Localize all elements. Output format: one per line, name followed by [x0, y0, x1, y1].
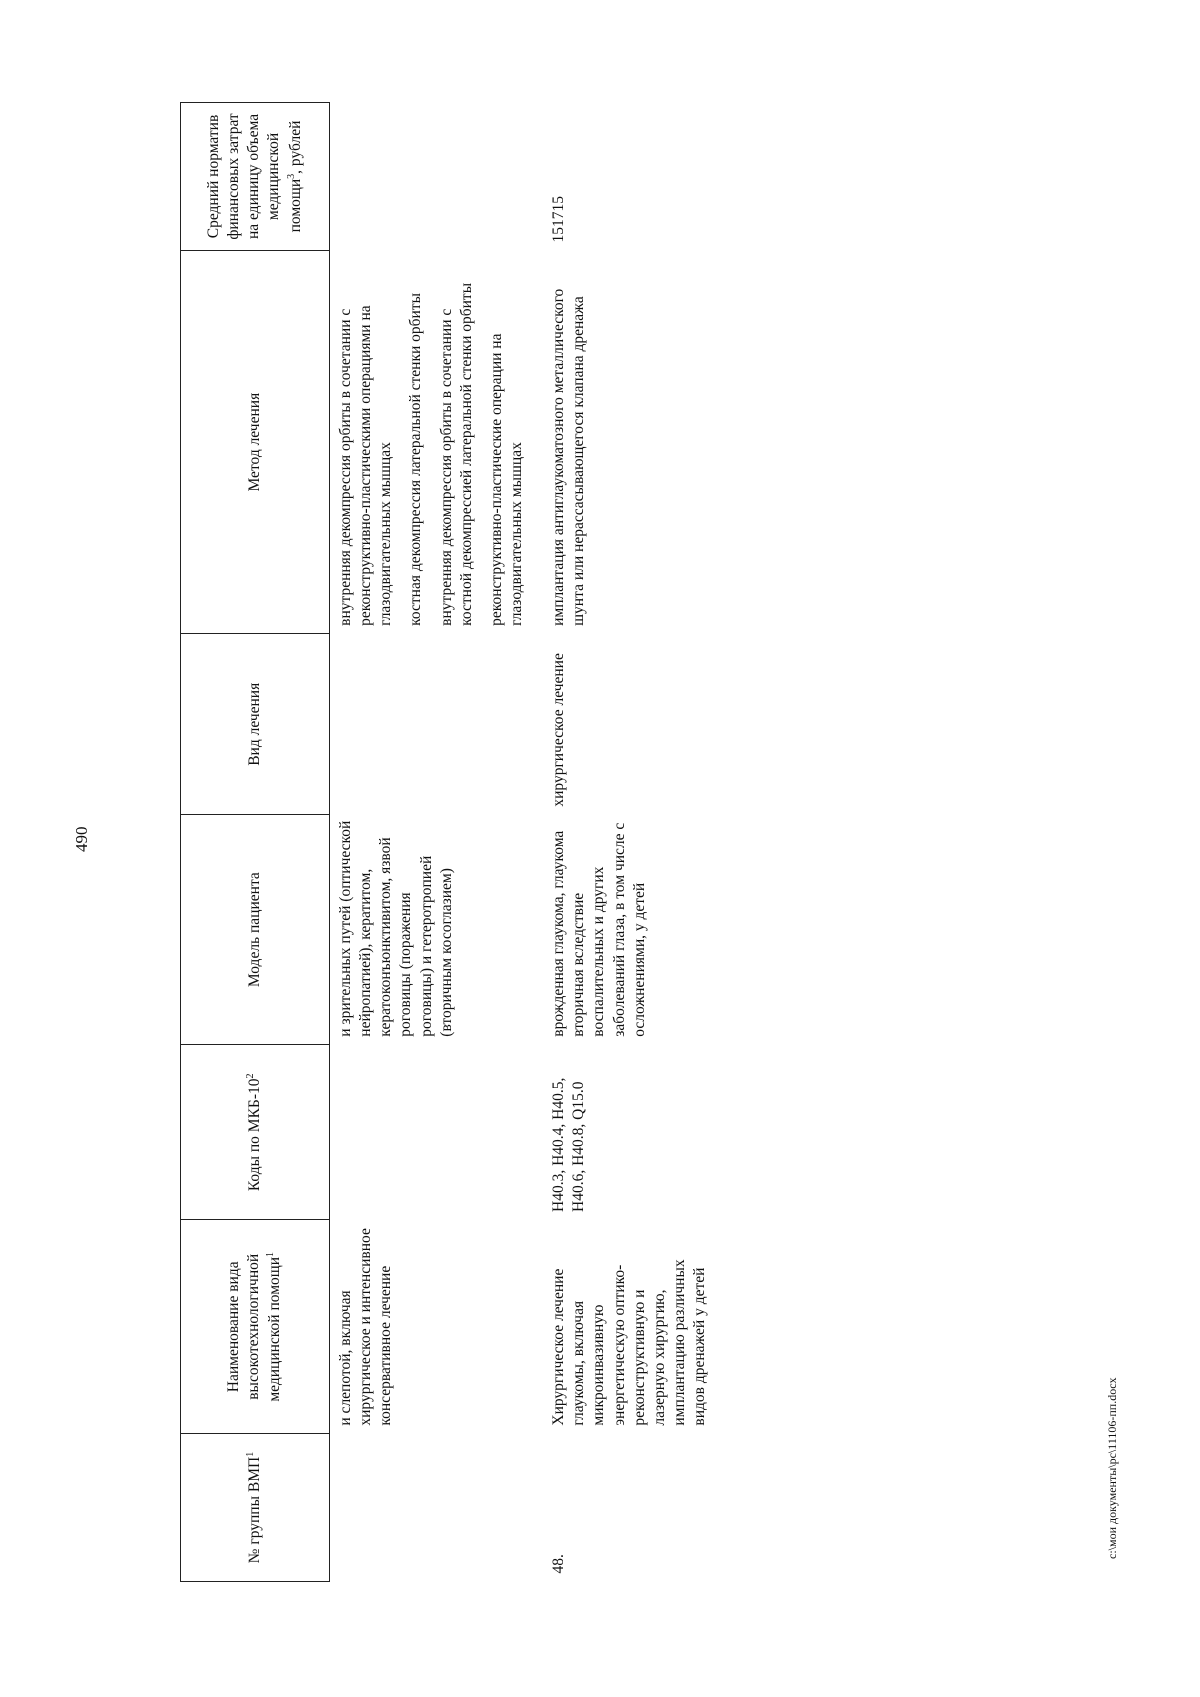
method-item: имплантация антиглаукоматозного металлического шунта или нерассасывающегося клапана дренажа — [550, 288, 588, 626]
cell-model: и зрительных путей (оптической нейропатией), кератитом, кератоконъюнктивитом, язвой роговицы (поражения роговицы) и гетеротропией (вторичным косоглазием) — [337, 820, 455, 1037]
treatment-table — [180, 102, 716, 1582]
page-number: 490 — [72, 826, 91, 852]
table-row — [543, 103, 716, 1582]
footer-file-path: c:\мои документы\pc\11106-пп.docx — [1105, 1377, 1119, 1559]
cell-name: Хирургическое лечение глаукомы, включая микроинвазивную энергетическую оптико-реконструктивную и лазерную хирургию, имплантацию различных видов дренажей у детей — [550, 1259, 709, 1426]
cell-cost — [330, 103, 544, 251]
method-item: внутренняя декомпрессия орбиты в сочетании с реконструктивно-пластическими операциями на глазодвигательных мышцах — [337, 305, 395, 626]
header-model: Модель пациента — [181, 815, 330, 1045]
header-cost: Средний норматив финансовых затрат на единицу объема медицинской помощи$^3$, рублей — [181, 103, 330, 251]
header-kind: Вид лечения — [181, 634, 330, 815]
method-item: реконструктивно-пластические операции на глазодвигательных мышцах — [487, 333, 525, 626]
header-group-no: № группы ВМП$^1$ — [181, 1434, 330, 1582]
header-codes: Коды по МКБ-$10^2$ — [181, 1045, 330, 1220]
table-row — [330, 103, 544, 1582]
cell-group-no: 48. — [550, 1554, 568, 1574]
header-name: Наименование вида высокотехнологичной медицинской помощи$^1$ — [181, 1220, 330, 1434]
cell-method — [330, 250, 544, 633]
cell-cost: 151715 — [550, 195, 568, 243]
header-method: Метод лечения — [181, 250, 330, 633]
cell-codes — [330, 1045, 544, 1220]
cell-name: и слепотой, включая хирургическое и интенсивное консервативное лечение — [337, 1228, 395, 1426]
method-item: костная декомпрессия латеральной стенки орбиты — [407, 292, 425, 626]
cell-kind — [330, 634, 544, 815]
table-header-row — [181, 103, 330, 1582]
method-item: внутренняя декомпрессия орбиты в сочетании с костной декомпрессией латеральной стенки орбиты — [437, 282, 475, 626]
cell-codes: H40.3, H40.4, H40.5, H40.6, H40.8, Q15.0 — [550, 1077, 588, 1212]
cell-model: врожденная глаукома, глаукома вторичная вследствие воспалительных и других заболеваний глаза, в том числе с осложнениями, у детей — [550, 822, 648, 1037]
cell-method — [543, 250, 716, 633]
cell-kind: хирургическое лечение — [550, 653, 568, 807]
cell-group-no — [330, 1434, 544, 1582]
